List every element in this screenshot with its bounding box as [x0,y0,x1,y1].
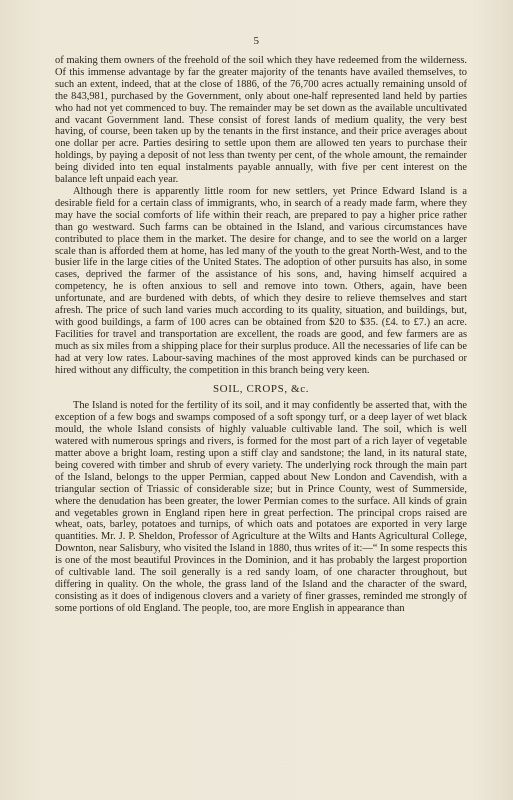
paragraph-freehold: of making them owners of the freehold of the soil which they have redeemed from the wilderness. Of this immense advantage by far the greater majority of the tenants have availed themselves, to such an extent, indeed, that at the close of 1886, of the 76,700 acres actually remaining unsold of the 843,981, purchased by the Government, only about one-half represented land held by parties who had not yet commenced to buy. The remainder may be set down as the available uncultivated and vacant Government land. These consist of forest lands of medium quality, the very best having, of course, been taken up by the tenants in the first instance, and their price averages about one dollar per acre. Parties desiring to settle upon them are allowed ten years to purchase their holdings, by paying a deposit of not less than twenty per cent, of the whole amount, the remainder being divided into ten equal instalments payable annually, with five per cent interest on the balance left unpaid each year. [55,55,467,186]
paragraph-soil: The Island is noted for the fertility of its soil, and it may confidently be asserted that, with the exception of a few bogs and swamps composed of a soft spongy turf, or a deep layer of wet black mould, the whole Island consists of highly valuable cultivable land. The soil, which is well watered with numerous springs and rivers, is formed for the most part of a rich layer of vegetable matter above a bright loam, resting upon a stiff clay and sandstone; the land, in its natural state, being covered with timber and shrub of every variety. The underlying rock through the main part of the Island, belongs to the upper Permian, capped about New London and Cavendish, with a triangular section of Triassic of considerable size; but in Prince County, west of Summerside, where the denudation has been greater, the lower Permian comes to the surface. All kinds of grain and vegetables grown in England ripen here in great perfection. The principal crops raised are wheat, oats, barley, potatoes and turnips, of which oats and potatoes are exported in very large quantities. Mr. J. P. Sheldon, Professor of Agriculture at the Wilts and Hants Agricultural College, Downton, near Salisbury, who visited the Island in 1880, thus writes of it:—“ In some respects this is one of the most beautiful Provinces in the Dominion, and it has probably the largest proportion of cultivable land. The soil generally is a red sandy loam, of one character throughout, but differing in quality. On the whole, the grass land of the Island and the character of the sward, consisting as it does of indigenous clovers and a variety of finer grasses, reminded me strongly of some portions of old England. The people, too, are more English in appearance than [55,400,467,614]
page-number: 5 [253,35,260,47]
paragraph-new-settlers: Although there is apparently little room for new settlers, yet Prince Edward Island is a desirable field for a certain class of immigrants, who, in search of a ready made farm, where they may have the social comforts of life within their reach, are prepared to pay a higher price rather than go westward. Such farms can be obtained in the Island, and various circumstances have contributed to place them in the market. The desire for change, and to see the world on a larger scale than is afforded them at home, has led many of the youth to the great North-West, and to the busier life in the large cities of the United States. The adoption of other pursuits has also, in some cases, deprived the farmer of the assistance of his sons, and, having himself acquired a competency, he is often anxious to sell and remove into town. Others, again, have been unfortunate, and are burdened with debts, of which they desire to relieve themselves and start afresh. The price of such land varies much according to its quality, situation, and buildings, but, with good buildings, a farm of 100 acres can be obtained from $20 to $35. (£4. to £7.) an acre. Facilities for travel and transportation are excellent, the roads are good, and few farmers are as much as six miles from a shipping place for their surplus produce. All the necessaries of life can be had at very low rates. Labour-saving machines of the most approved kinds can be purchased or hired without any difficulty, the competition in this branch being very keen. [55,185,467,376]
section-heading-soil-crops: SOIL, CROPS, &c. [212,383,310,396]
body-text [55,55,467,615]
